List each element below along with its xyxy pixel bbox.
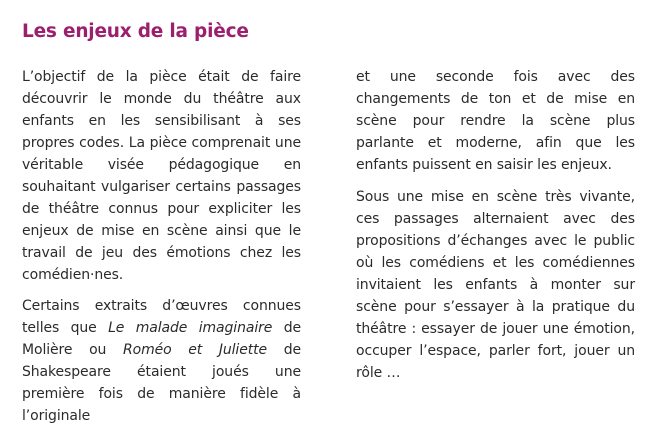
right-column — [356, 66, 635, 394]
paragraph-objective: L’objectif de la pièce était de faire découvrir le monde du théâtre aux enfants en les sensibilisant à ses propres codes. La pièce comprenait une véritable visée pédagogique en souhaitant vulgariser certains passages de théâtre connus pour expliciter les enjeux de mise en scène ainsi que le travail de jeu des émotions chez les comédien·nes. — [22, 69, 301, 283]
text-segment: de Shakespeare étaient joués une première fois de manière fidèle à l’originale — [22, 342, 302, 424]
work-title-malade-imaginaire: Le malade imaginaire — [108, 320, 273, 336]
paragraph-second-version: et une seconde fois avec des changements de ton et de mise en scène pour rendre la scène plus parlante et moderne, afin que les enfants puissent en saisir les enjeux. — [356, 69, 635, 173]
text-segment: Certains extraits d’œuvres connues telles que — [22, 298, 301, 336]
work-title-romeo-juliette: Roméo et Juliette — [122, 342, 268, 358]
paragraph-staging: Sous une mise en scène très vivante, ces passages alternaient avec des propositions d’échanges avec le public où les comédiens et les comédiennes invitaient les enfants à monter sur scène pour s’essayer à la pratique du théâtre : essayer de jouer une émotion, occuper l’espace, parler fort, jouer un rôle … — [356, 189, 635, 381]
text-segment: de Molière ou — [22, 320, 302, 358]
paragraph-excerpts — [22, 295, 301, 427]
left-column — [22, 66, 301, 436]
section-title: Les enjeux de la pièce — [22, 21, 249, 42]
